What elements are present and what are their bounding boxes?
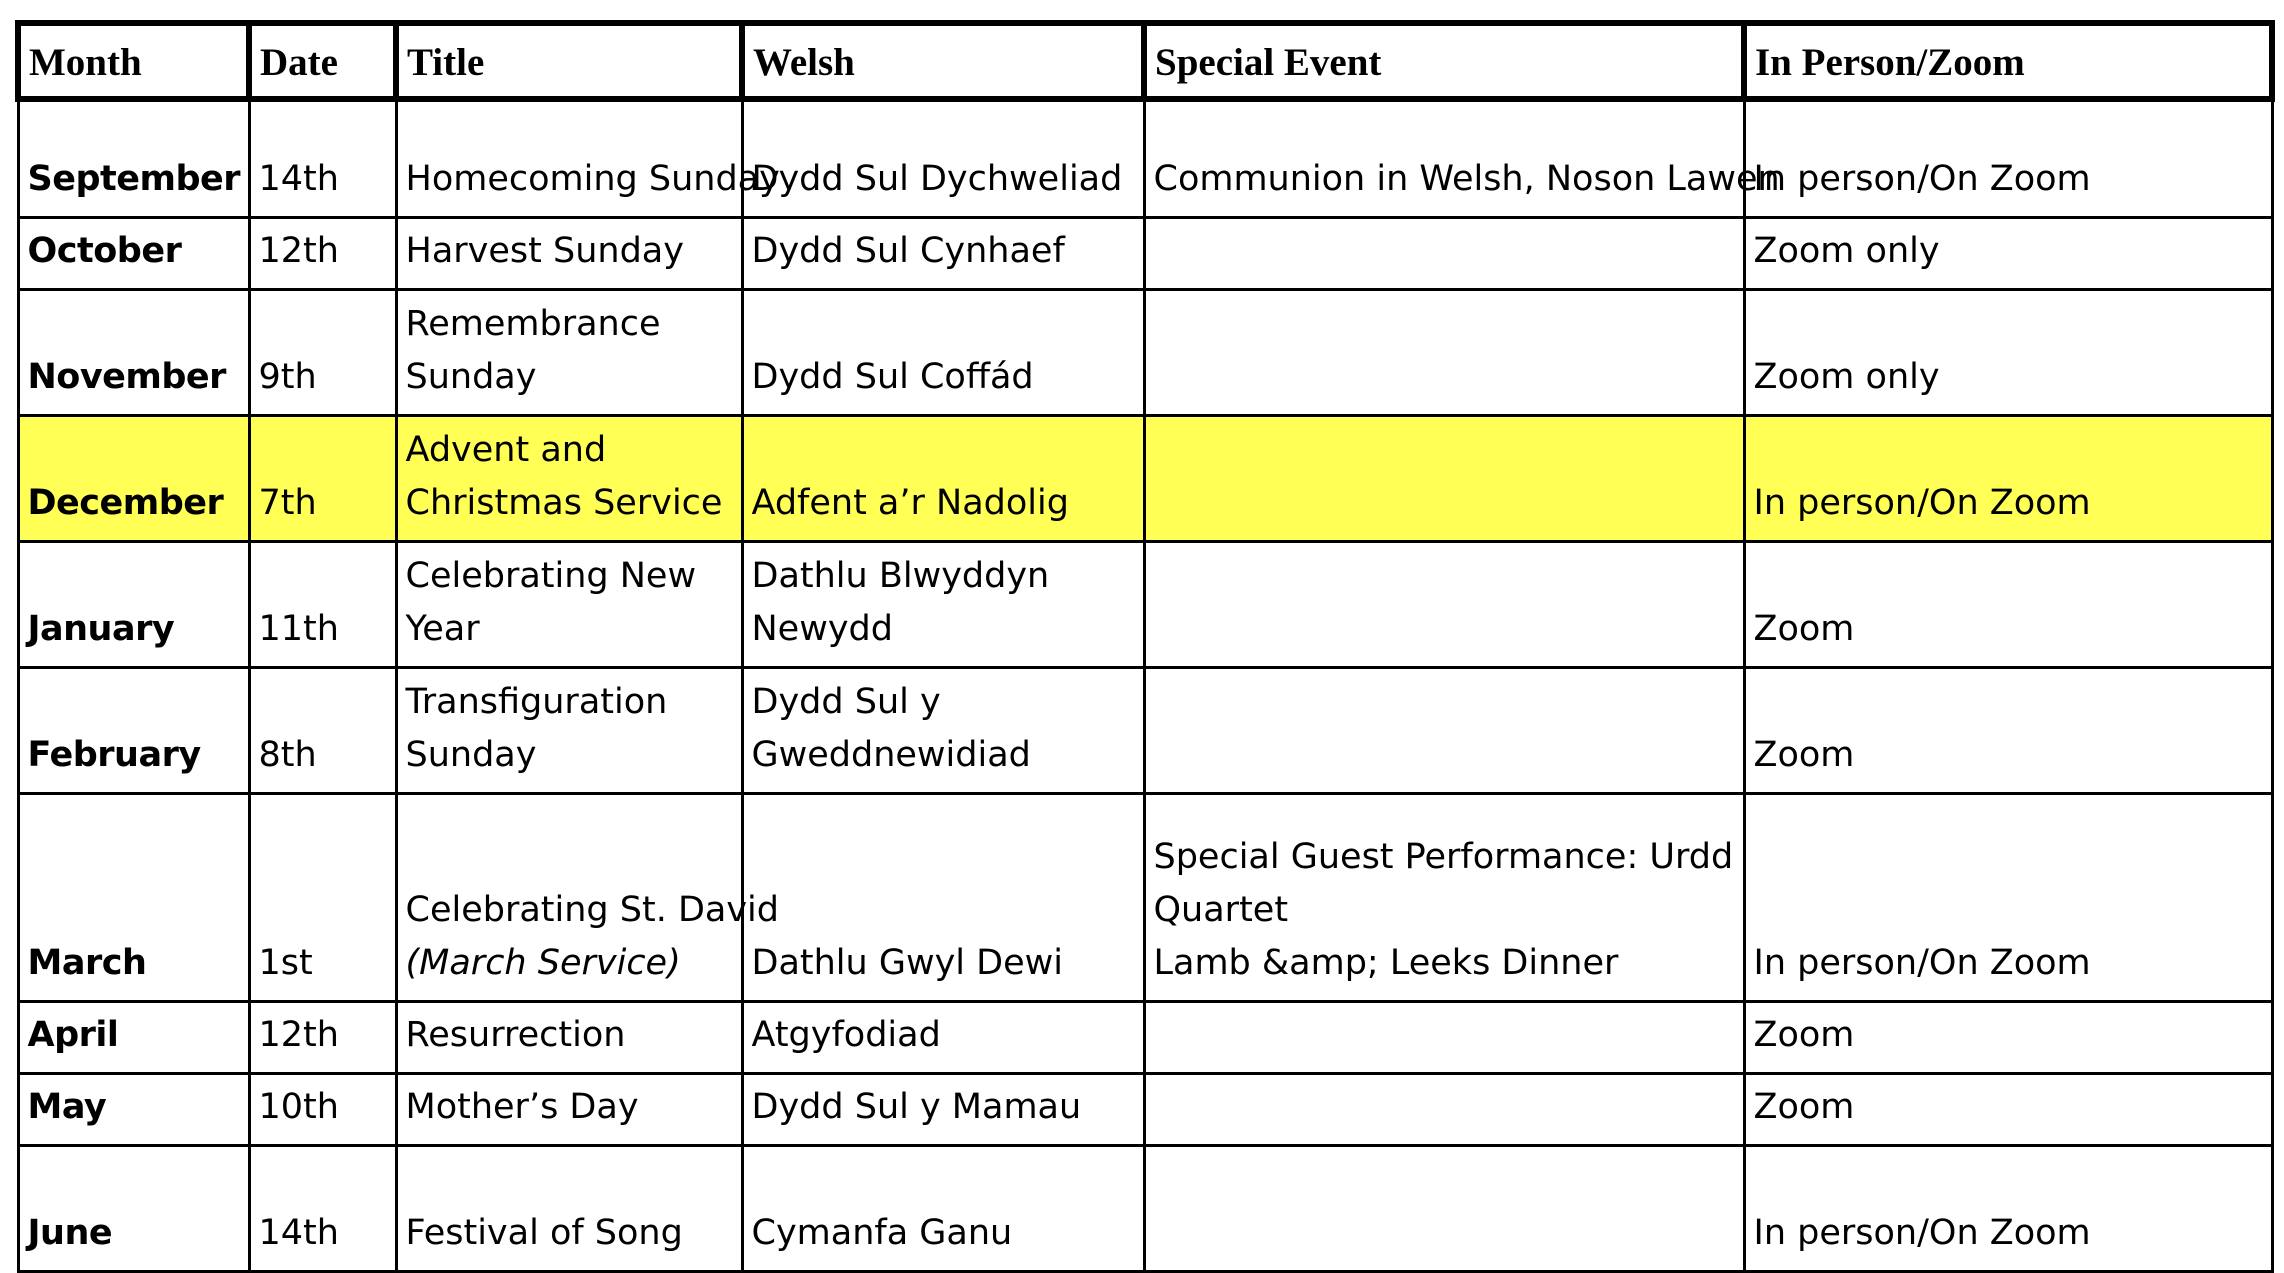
title-line: Harvest Sunday [405, 230, 684, 271]
welsh-line: Dydd Sul Coffád [751, 356, 1034, 397]
title-line-italic: (March Service) [405, 942, 681, 983]
title-line: Homecoming Sunday [405, 158, 780, 199]
table-row [18, 793, 2272, 1001]
month-cell: April [18, 1001, 249, 1073]
title-line: Remembrance [405, 303, 661, 344]
month-cell: February [18, 667, 249, 793]
mode-cell: Zoom only [1744, 289, 2272, 415]
month-cell: October [18, 217, 249, 289]
schedule-table [15, 20, 2275, 1273]
table-row-highlighted [18, 415, 2272, 541]
title-line: Sunday [405, 356, 537, 397]
table-row [18, 1145, 2272, 1271]
header-month: Month [18, 23, 249, 99]
header-in-person-zoom: In Person/Zoom [1744, 23, 2272, 99]
mode-cell: Zoom [1744, 1073, 2272, 1145]
welsh-line: Newydd [751, 608, 893, 649]
title-cell [396, 217, 742, 289]
header-row [18, 23, 2272, 99]
date-cell: 12th [249, 1001, 396, 1073]
title-line: Year [405, 608, 480, 649]
title-line: Mother’s Day [405, 1086, 639, 1127]
welsh-line: Dydd Sul y Mamau [751, 1086, 1082, 1127]
table-row [18, 99, 2272, 217]
title-cell [396, 289, 742, 415]
welsh-cell [742, 1001, 1144, 1073]
title-cell [396, 667, 742, 793]
month-cell: December [18, 415, 249, 541]
welsh-cell [742, 667, 1144, 793]
month-cell: May [18, 1073, 249, 1145]
event-line: Communion in Welsh, Noson Lawen [1153, 158, 1780, 199]
date-cell: 10th [249, 1073, 396, 1145]
welsh-cell [742, 99, 1144, 217]
header-special-event: Special Event [1144, 23, 1744, 99]
welsh-cell [742, 1145, 1144, 1271]
table-row [18, 1001, 2272, 1073]
month-cell: March [18, 793, 249, 1001]
header-title: Title [396, 23, 742, 99]
table-row [18, 1073, 2272, 1145]
special-event-cell [1144, 99, 1780, 217]
special-event-cell [1144, 1001, 1744, 1073]
mode-cell: Zoom [1744, 541, 2272, 667]
title-cell [396, 1001, 742, 1073]
event-line: Lamb &amp; Leeks Dinner [1153, 942, 1619, 983]
date-cell: 8th [249, 667, 396, 793]
date-cell: 7th [249, 415, 396, 541]
month-cell: June [18, 1145, 249, 1271]
title-cell [396, 541, 742, 667]
special-event-cell [1144, 415, 1744, 541]
special-event-cell [1144, 667, 1744, 793]
date-cell: 14th [249, 99, 396, 217]
table-row [18, 289, 2272, 415]
title-line: Resurrection [405, 1014, 626, 1055]
date-cell: 1st [249, 793, 396, 1001]
title-line: Celebrating New [405, 555, 697, 596]
title-line: Transfiguration [405, 681, 668, 722]
welsh-line: Dydd Sul Cynhaef [751, 230, 1065, 271]
title-cell [396, 415, 742, 541]
welsh-cell [742, 793, 1144, 1001]
mode-cell: In person/On Zoom [1744, 415, 2272, 541]
title-line: Sunday [405, 734, 537, 775]
welsh-cell [742, 1073, 1144, 1145]
special-event-cell [1144, 217, 1744, 289]
date-cell: 9th [249, 289, 396, 415]
special-event-cell [1144, 1073, 1744, 1145]
event-line: Special Guest Performance: Urdd [1153, 836, 1734, 877]
welsh-cell [742, 289, 1144, 415]
header-date: Date [249, 23, 396, 99]
title-cell [396, 1073, 742, 1145]
mode-cell: Zoom [1744, 1001, 2272, 1073]
mode-cell: In person/On Zoom [1744, 793, 2272, 1001]
title-cell [396, 1145, 742, 1271]
welsh-line: Dydd Sul Dychweliad [751, 158, 1123, 199]
title-line: Festival of Song [405, 1212, 683, 1253]
special-event-cell [1144, 289, 1744, 415]
month-cell: September [18, 99, 249, 217]
welsh-line: Adfent a’r Nadolig [751, 482, 1069, 523]
title-line: Christmas Service [405, 482, 723, 523]
title-cell [396, 793, 779, 1001]
table-row [18, 541, 2272, 667]
table-row [18, 217, 2272, 289]
special-event-cell [1144, 1145, 1744, 1271]
welsh-line: Atgyfodiad [751, 1014, 941, 1055]
welsh-line: Dathlu Blwyddyn [751, 555, 1050, 596]
month-cell: November [18, 289, 249, 415]
date-cell: 12th [249, 217, 396, 289]
mode-cell: In person/On Zoom [1744, 99, 2272, 217]
welsh-line: Gweddnewidiad [751, 734, 1031, 775]
title-line: Advent and [405, 429, 607, 470]
mode-cell: Zoom only [1744, 217, 2272, 289]
special-event-cell [1144, 793, 1744, 1001]
welsh-line: Cymanfa Ganu [751, 1212, 1013, 1253]
event-line: Quartet [1153, 889, 1289, 930]
special-event-cell [1144, 541, 1744, 667]
date-cell: 14th [249, 1145, 396, 1271]
header-welsh: Welsh [742, 23, 1144, 99]
mode-cell: In person/On Zoom [1744, 1145, 2272, 1271]
title-cell [396, 99, 780, 217]
welsh-line: Dathlu Gwyl Dewi [751, 942, 1063, 983]
date-cell: 11th [249, 541, 396, 667]
welsh-cell [742, 217, 1144, 289]
welsh-cell [742, 415, 1144, 541]
month-cell: January [18, 541, 249, 667]
table-row [18, 667, 2272, 793]
mode-cell: Zoom [1744, 667, 2272, 793]
welsh-cell [742, 541, 1144, 667]
title-line: Celebrating St. David [405, 889, 779, 930]
welsh-line: Dydd Sul y [751, 681, 941, 722]
